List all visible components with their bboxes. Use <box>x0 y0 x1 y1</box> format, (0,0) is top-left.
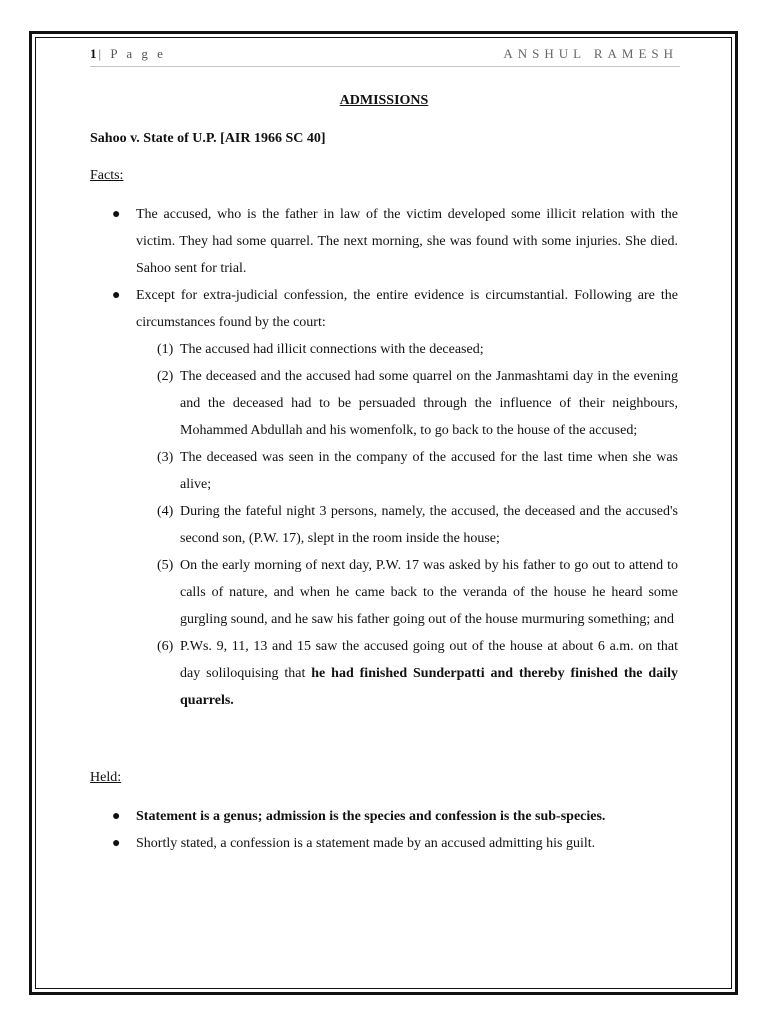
item-number: (6) <box>157 639 174 654</box>
circumstance-item <box>136 336 678 363</box>
item-number: (2) <box>157 369 174 384</box>
item-number: (5) <box>157 558 174 573</box>
list-item-text: Statement is a genus; admission is the species and confession is the sub-species. <box>136 809 606 824</box>
circumstances-list <box>136 336 678 714</box>
item-number: (1) <box>157 342 174 357</box>
list-item-text: Shortly stated, a confession is a statement made by an accused admitting his guilt. <box>136 836 596 851</box>
item-text: P.Ws. 9, 11, 13 and 15 saw the accused going out of the house at about 6 a.m. on that day soliloquising that <box>180 639 678 681</box>
page-number-label <box>90 46 166 62</box>
held-list <box>110 803 678 857</box>
item-text: On the early morning of next day, P.W. 17 was asked by his father to go out to attend to calls of nature, and when he came back to the veranda of the house he heard some gurgling sound, and he saw his father going out of the house murmuring something; and <box>180 558 678 627</box>
document-title: ADMISSIONS <box>339 93 429 108</box>
list-item <box>110 830 678 857</box>
bullet-icon: ● <box>112 809 121 824</box>
circumstance-item <box>136 498 678 552</box>
circumstance-item <box>136 363 678 444</box>
facts-label: Facts: <box>90 168 124 183</box>
circumstance-item <box>136 552 678 633</box>
circumstance-item <box>136 444 678 498</box>
page-number: 1 <box>90 46 97 61</box>
list-item <box>110 282 678 714</box>
item-number: (4) <box>157 504 174 519</box>
list-item <box>110 803 678 830</box>
item-text: The accused had illicit connections with the deceased; <box>180 342 484 357</box>
bullet-icon: ● <box>112 207 121 222</box>
list-item-text: The accused, who is the father in law of the victim developed some illicit relation with the victim. They had some quarrel. The next morning, she was found with some injuries. She died. Sahoo sent for trial. <box>136 207 678 276</box>
held-label: Held: <box>90 770 122 785</box>
bullet-icon: ● <box>112 288 121 303</box>
item-text: The deceased and the accused had some quarrel on the Janmashtami day in the evening and the deceased had to be persuaded through the influence of their neighbours, Mohammed Abdullah and his womenfolk, to go back to the house of the accused; <box>180 369 678 438</box>
case-name: Sahoo v. State of U.P. [AIR 1966 SC 40] <box>90 131 326 146</box>
item-text-emphasis: he had finished Sunderpatti and thereby finished the daily quarrels. <box>180 666 678 708</box>
item-text: During the fateful night 3 persons, namely, the accused, the deceased and the accused's second son, (P.W. 17), slept in the room inside the house; <box>180 504 678 546</box>
list-item-text: Except for extra-judicial confession, the entire evidence is circumstantial. Following are the circumstances found by the court: <box>136 288 678 330</box>
author-name: ANSHUL RAMESH <box>503 46 678 61</box>
page-word: | P a g e <box>98 46 166 61</box>
item-number: (3) <box>157 450 174 465</box>
bullet-icon: ● <box>112 836 121 851</box>
item-text: The deceased was seen in the company of the accused for the last time when she was alive; <box>180 450 678 492</box>
list-item <box>110 201 678 282</box>
circumstance-item <box>136 633 678 714</box>
facts-list <box>110 201 678 714</box>
page-header <box>90 46 680 67</box>
